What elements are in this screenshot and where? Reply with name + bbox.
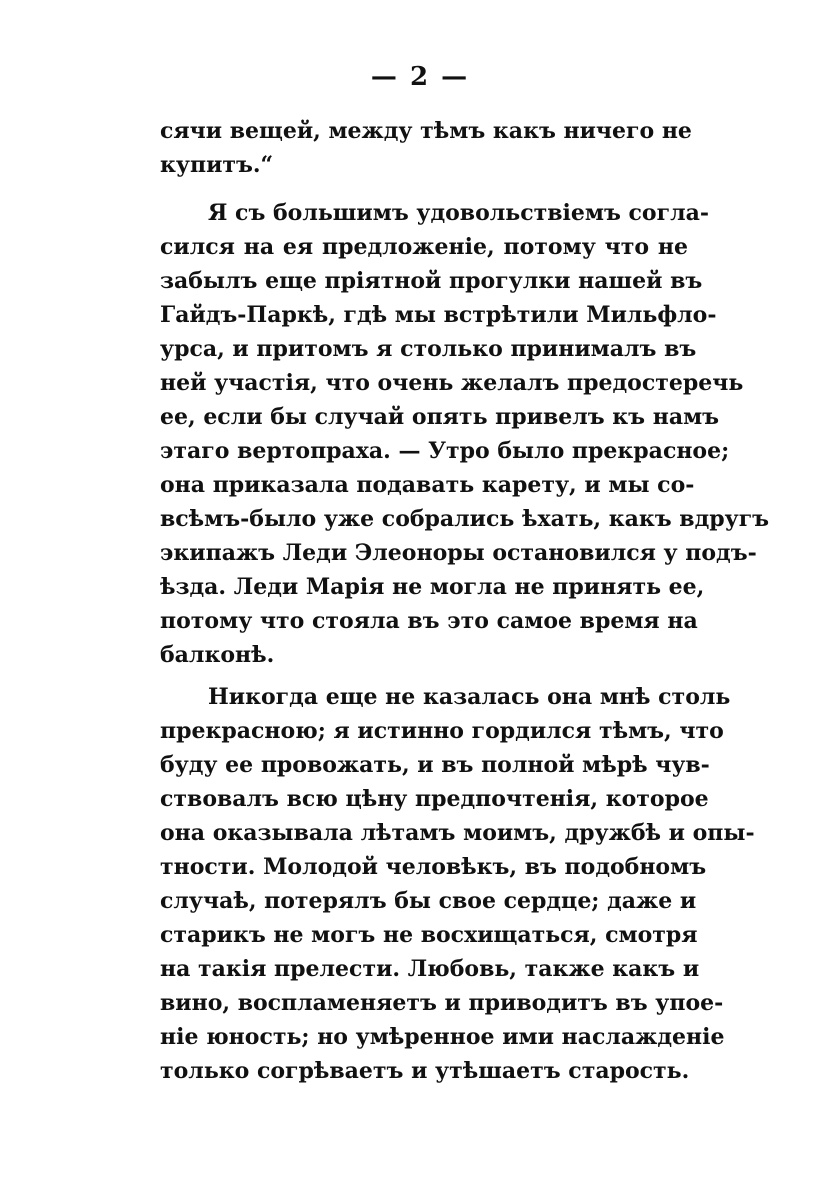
text-line: старикъ не могъ не восхищаться, смотря — [160, 922, 698, 948]
paragraph-3 — [160, 680, 755, 1088]
text-line: сился на ея предложеніе, потому что не — [160, 234, 688, 260]
text-line: ѣзда. Леди Марія не могла не принять ее, — [160, 574, 705, 600]
text-line: балконѣ. — [160, 642, 275, 668]
text-line: потому что стояла въ это самое время на — [160, 608, 698, 634]
text-line: ствовалъ всю цѣну предпочтенія, которое — [160, 786, 709, 812]
text-line: Я съ большимъ удовольствіемъ согла- — [208, 200, 709, 226]
text-line: ее, если бы случай опять привелъ къ намъ — [160, 404, 720, 430]
text-line: ней участія, что очень желалъ предостеречь — [160, 370, 744, 396]
paragraph-2 — [160, 196, 770, 672]
text-line: экипажъ Леди Элеоноры остановился у подъ- — [160, 540, 757, 566]
text-line: случаѣ, потерялъ бы свое сердце; даже и — [160, 888, 697, 914]
text-line: Гайдъ-Паркѣ, гдѣ мы встрѣтили Мильфло- — [160, 302, 717, 328]
text-line: всѣмъ-было уже собрались ѣхать, какъ вдругъ — [160, 506, 770, 532]
text-line: этаго вертопраха. — Утро было прекрасное; — [160, 438, 730, 464]
text-line: сячи вещей, между тѣмъ какъ ничего не — [160, 118, 692, 144]
text-line: урса, и притомъ я столько принималъ въ — [160, 336, 697, 362]
text-line: тности. Молодой человѣкъ, въ подобномъ — [160, 854, 707, 880]
paragraph-1 — [160, 114, 692, 182]
text-line: на такія прелести. Любовь, также какъ и — [160, 956, 700, 982]
text-line: она приказала подавать карету, и мы со- — [160, 472, 695, 498]
text-line: Никогда еще не казалась она мнѣ столь — [208, 684, 731, 710]
text-line: ніе юность; но умѣренное ими наслажденіе — [160, 1024, 725, 1050]
text-line: она оказывала лѣтамъ моимъ, дружбѣ и опы- — [160, 820, 755, 846]
page-number: — 2 — — [370, 62, 470, 92]
text-line: забылъ еще пріятной прогулки нашей въ — [160, 268, 703, 294]
text-line: буду ее провожать, и въ полной мѣрѣ чув- — [160, 752, 710, 778]
text-line: купитъ.“ — [160, 152, 274, 178]
text-line: вино, воспламеняетъ и приводитъ въ упое- — [160, 990, 724, 1016]
text-line: только согрѣваетъ и утѣшаетъ старость. — [160, 1058, 690, 1084]
text-line: прекрасною; я истинно гордился тѣмъ, что — [160, 718, 724, 744]
